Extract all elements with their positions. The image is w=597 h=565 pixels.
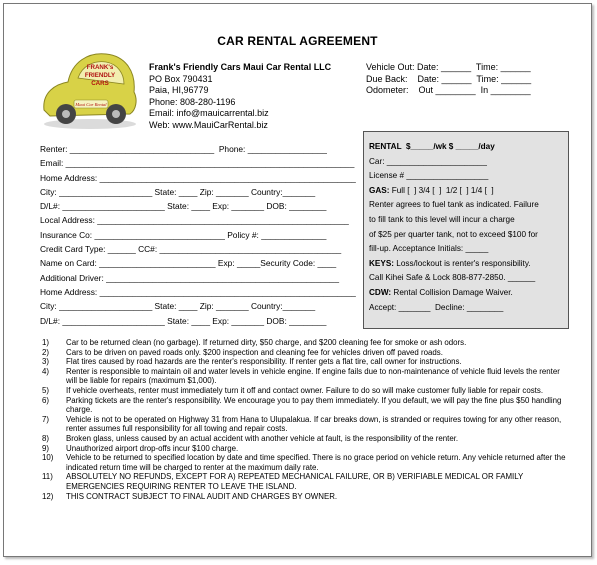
rule-item bbox=[42, 434, 572, 444]
rental-rate-field[interactable] bbox=[369, 140, 568, 155]
additional-driver-field[interactable]: Additional Driver: __________________________________________________ bbox=[40, 272, 339, 283]
keys-label: KEYS: bbox=[369, 258, 395, 268]
gas-options: Full [ ] 3/4 [ ] 1/2 [ ] 1/4 [ ] bbox=[389, 185, 494, 195]
license-field[interactable]: D/L#: ______________________ State: ____ Exp: _______ DOB: ________ bbox=[40, 201, 327, 212]
license-plate-field[interactable]: License # __________________ bbox=[369, 171, 489, 181]
fuel-agreement-line: of $25 per quarter tank, not to exceed $100 for bbox=[369, 229, 538, 239]
gas-label: GAS: bbox=[369, 185, 390, 195]
company-phone: Phone: 808-280-1196 bbox=[149, 96, 236, 107]
email-field[interactable]: Email: ______________________________________________________________ bbox=[40, 158, 355, 169]
logo-plate-text: Maui Car Rental bbox=[75, 102, 107, 107]
local-address-field[interactable]: Local Address: ______________________________________________________ bbox=[40, 215, 349, 226]
driver-home-address-field[interactable]: Home Address: _______________________________________________________ bbox=[40, 286, 356, 297]
home-address-field[interactable]: Home Address: _______________________________________________________ bbox=[40, 172, 356, 183]
driver-city-state-zip-field[interactable]: City: ____________________ State: ____ Zip: _______ Country:_______ bbox=[40, 301, 316, 312]
rule-number: 7) bbox=[42, 414, 50, 424]
rule-number: 2) bbox=[42, 347, 50, 357]
rule-number: 9) bbox=[42, 443, 50, 453]
rule-number: 1) bbox=[42, 338, 50, 347]
fuel-agreement-line: Renter agrees to fuel tank as indicated. Failure bbox=[369, 200, 539, 210]
vehicle-dates bbox=[366, 62, 531, 97]
rule-number: 4) bbox=[42, 366, 50, 376]
rental-label: RENTAL bbox=[369, 142, 402, 151]
rule-text: Vehicle is not to be operated on Highway 31 from Hana to Ulupalakua. If car breaks down, is stranded or requires towing for any other reason, renter assumes full responsibility for all towing and repair costs. bbox=[66, 414, 562, 434]
company-address1: PO Box 790431 bbox=[149, 73, 213, 84]
company-email: Email: info@mauicarrental.biz bbox=[149, 108, 269, 119]
rule-text: THIS CONTRACT SUBJECT TO FINAL AUDIT AND CHARGES BY OWNER. bbox=[66, 491, 338, 501]
rental-rate-text: $_____/wk $ _____/day bbox=[401, 142, 495, 151]
logo-text-line2: FRIENDLY bbox=[84, 72, 116, 79]
rule-number: 8) bbox=[42, 433, 50, 443]
rental-rules-list bbox=[42, 338, 572, 501]
city-state-zip-field[interactable]: City: ____________________ State: ____ Zip: _______ Country:_______ bbox=[40, 186, 316, 197]
renter-form bbox=[40, 142, 360, 328]
company-web: Web: www.MauiCarRental.biz bbox=[149, 119, 268, 130]
rule-item bbox=[42, 453, 572, 472]
driver-license-field[interactable]: D/L#: ______________________ State: ____ Exp: _______ DOB: ________ bbox=[40, 315, 327, 326]
page-title: CAR RENTAL AGREEMENT bbox=[217, 34, 378, 48]
car-field[interactable]: Car: ______________________ bbox=[369, 156, 487, 166]
acceptance-initials-field[interactable]: fill-up. Acceptance Initials: _____ bbox=[369, 244, 489, 254]
agreement-page bbox=[3, 3, 592, 557]
rule-text: ABSOLUTELY NO REFUNDS, EXCEPT FOR A) REPEATED MECHANICAL FAILURE, OR B) VERIFIABLE MEDICAL OR FAMILY EMERGENCIES REQUIRING RENTER TO LEAVE THE ISLAND. bbox=[66, 472, 524, 491]
gas-level-field[interactable] bbox=[369, 184, 568, 199]
renter-phone-field[interactable]: Renter: _______________________________ Phone: _________________ bbox=[40, 144, 327, 154]
cdw-line bbox=[369, 286, 568, 301]
company-info bbox=[149, 62, 331, 132]
rule-text: Renter is responsible to maintain oil and water levels in vehicle engine. If engine fails due to non-maintenance of vehicle fluid levels the renter will be liable for repairs (maximum $1,000). bbox=[66, 366, 560, 386]
rule-item bbox=[42, 492, 572, 502]
rule-text: Unauthorized airport drop-offs incur $100 charge. bbox=[66, 443, 239, 453]
rule-item bbox=[42, 444, 572, 454]
rule-number: 5) bbox=[42, 385, 50, 395]
rule-number: 12) bbox=[42, 491, 54, 501]
car-logo bbox=[38, 48, 142, 132]
vehicle-out-field[interactable]: Vehicle Out: Date: ______ Time: ______ bbox=[366, 62, 531, 72]
logo-text-line1: FRANK's bbox=[86, 64, 114, 71]
rule-text: Broken glass, unless caused by an actual accident with another vehicle at fault, is the responsibility of the renter. bbox=[66, 433, 459, 443]
rule-number: 10) bbox=[42, 453, 54, 463]
rule-item bbox=[42, 348, 572, 358]
rule-text: Vehicle to be returned to specified location by date and time specified. There is no grace period on vehicle return. Any vehicle returned after the indicated return time will be charged to renter at the maximum daily rate. bbox=[66, 453, 566, 472]
cdw-text: Rental Collision Damage Waiver. bbox=[391, 287, 513, 297]
rule-item bbox=[42, 396, 572, 415]
due-back-field[interactable]: Due Back: Date: ______ Time: ______ bbox=[366, 73, 532, 84]
rule-item bbox=[42, 386, 572, 396]
logo-text-line3: CARS bbox=[91, 80, 109, 87]
keys-line bbox=[369, 257, 568, 272]
rule-item bbox=[42, 338, 572, 348]
rental-terms-box bbox=[363, 131, 569, 329]
rule-number: 11) bbox=[42, 472, 53, 482]
rule-item bbox=[42, 472, 572, 491]
rule-item bbox=[42, 415, 572, 434]
cdw-accept-decline-field[interactable]: Accept: _______ Decline: ________ bbox=[369, 302, 504, 312]
cdw-label: CDW: bbox=[369, 287, 392, 297]
locksmith-initials-field[interactable]: Call Kihei Safe & Lock 808-877-2850. ______ bbox=[369, 273, 536, 283]
keys-text: Loss/lockout is renter's responsibility. bbox=[394, 258, 531, 268]
rule-text: Flat tires caused by road hazards are the renter's responsibility. If renter gets a flat tire, call owner for instructions. bbox=[66, 357, 462, 367]
fuel-agreement-line: to fill tank to this level will incur a charge bbox=[369, 214, 515, 224]
rule-text: If vehicle overheats, renter must immediately turn it off and contact owner. Failure to do so will make customer fully liable for repair costs. bbox=[66, 385, 544, 395]
rule-text: Cars to be driven on paved roads only. $200 inspection and cleaning fee for vehicles driven off paved roads. bbox=[66, 347, 443, 357]
insurance-field[interactable]: Insurance Co: ____________________________ Policy #: ______________ bbox=[40, 229, 327, 240]
odometer-field[interactable]: Odometer: Out ________ In ________ bbox=[366, 85, 531, 96]
company-address2: Paia, HI,96779 bbox=[149, 85, 209, 96]
rule-number: 6) bbox=[42, 395, 50, 405]
company-name: Frank's Friendly Cars Maui Car Rental LLC bbox=[149, 62, 332, 72]
rule-number: 3) bbox=[42, 357, 50, 367]
name-on-card-field[interactable]: Name on Card: _________________________ Exp: _____Security Code: ____ bbox=[40, 258, 337, 269]
credit-card-field[interactable]: Credit Card Type: ______ CC#: _______________________________________ bbox=[40, 244, 342, 255]
rule-text: Car to be returned clean (no garbage). If returned dirty, $50 charge, and $200 cleaning fee for smoke or ash odors. bbox=[66, 338, 467, 347]
rule-text: Parking tickets are the renter's responsibility. We encourage you to pay them immediately. If you default, we will pay the fine plus $50 handling charge. bbox=[66, 395, 562, 415]
rule-item bbox=[42, 357, 572, 367]
rule-item bbox=[42, 367, 572, 386]
